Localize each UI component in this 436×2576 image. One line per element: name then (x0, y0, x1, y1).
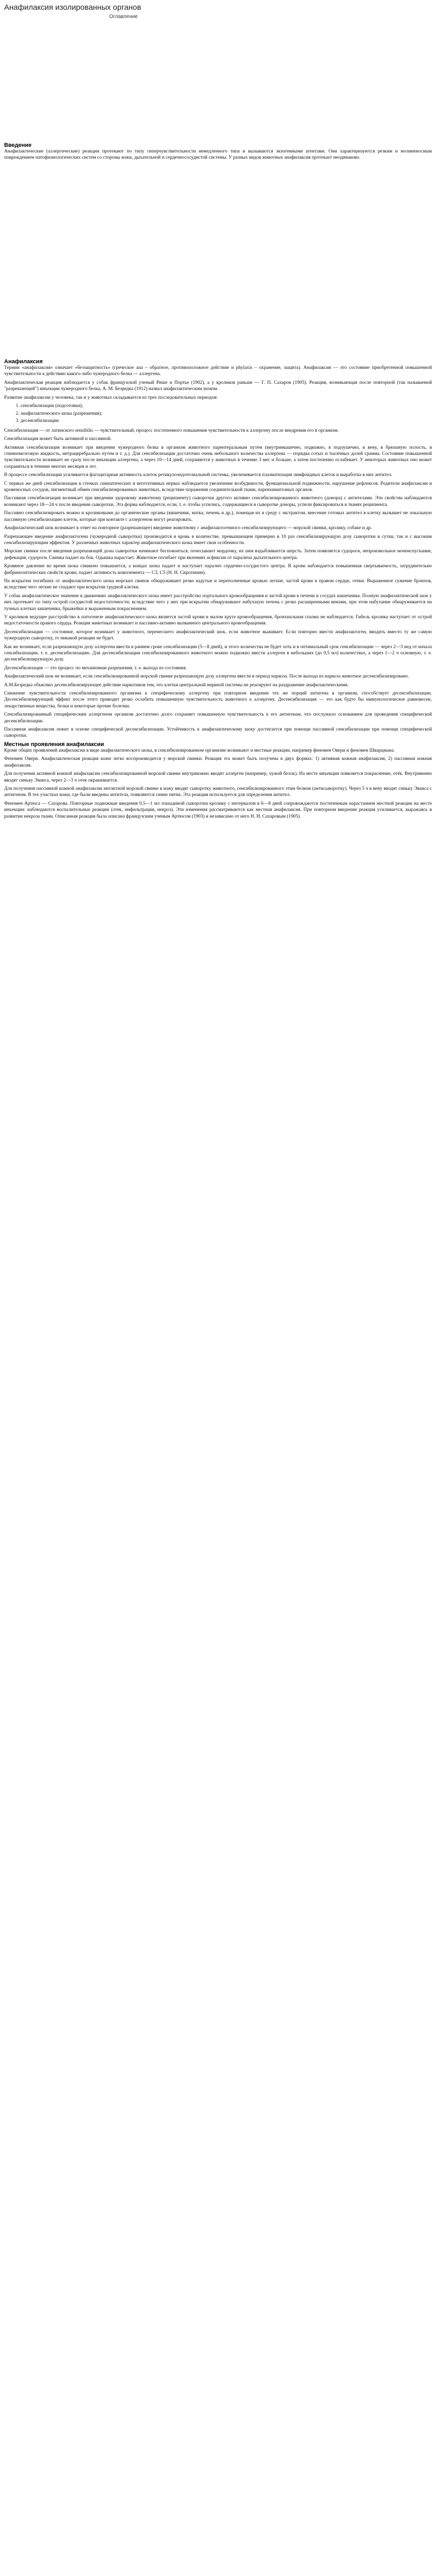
anaphylaxis-paragraph: Анафилактическая реакция наблюдается у собак французской ученый Рише и Портье (1902), а у кроликов раньше — Г. П. Сахаров (1905). Реакция, возникающая после повторной (так называемой "разрешающей") инъекции чужеродного белка, А. М. Безредка (1912) назвал анафилактическим шоком. (4, 380, 432, 392)
local-paragraph: Феномен Овери. Анафилактическая реакция кожи легко воспроизводится у морской свинки. Реакция эта может быть получена в двух формах: 1) активная кожная анафилаксия, 2) пассивная кожная анафилаксия. (4, 756, 432, 768)
arthus-paragraph: Феномен Артюса — Сахарова. Повторные подкожные введения 0,5—1 мл лошадиной сыворотки кролику с интервалом в 6—8 дней сопровождаются постепенным нарастанием местной реакции на месте инъекции: наблюдаются воспалительные реакции (отек, инфильтрация, некроз). Эти изменения рассматриваются как местная анафилаксия. При повторном введении реакция усиливается, выражаясь в развитии некроза ткани. Описанная реакция была описана французским ученым Артюсом (1903) и независимо от него Н. Н. Сахаровым (1905). (4, 801, 432, 819)
anaphylaxis-section (0, 359, 436, 822)
intro-section (0, 142, 436, 163)
anaphylaxis-paragraph: В процессе сенсибилизации усиливается фагоцитарная активность клеток ретикулоэндотелиальной системы, увеличивается плазматизация лимфоидных клеток и выработка в них антител. (4, 472, 392, 478)
local-paragraph: Для получения активной кожной анафилаксии сенсибилизированной морской свинке внутрикожно вводят аллерген (например, чужой белок). На месте инъекции появляется покраснение, отёк. Внутривенно вводят синьку Эванса, через 2—3 ч отек окрашивается. (4, 771, 432, 783)
anaphylaxis-paragraph: На вскрытии погибших от анафилактического шока морских свинок обнаруживают резко вздутые и переполненные кровью легкие, застой крови в правом сердце, отеки. Выраженное сужение бронхов, вследствие чего легкие не спадают при вскрытии грудной клетки. (4, 578, 432, 590)
local-manifestations-heading: Местные проявления анафилаксии (4, 741, 104, 748)
local-paragraph: Для получения пассивной кожной анафилаксии интактной морской свинке в кожу вводят сыворотку животного, сенсибилизированного этим белком (антисыворотку). Через 5 ч в вену вводят синьку Эванса с антигеном. В тех участках кожи, где были введены антитела, появляются синие пятна. Эта реакция используется для определения антител. (4, 786, 432, 798)
anaphylaxis-paragraph: А.М.Безредка объяснил десенсибилизирующее действие наркотиков тем, что клетки центральной нервной системы не реагируют на раздражение анафилактическими. (4, 682, 349, 688)
anaphylaxis-paragraph: У собак анафилактическое значение в движениях анафилактического шока имеет расстройство портального кровообращения и застой крови в печени и сосудах кишечника. Полную анафилактической шок у них протекает по типу острой сосудистой недостаточности; вследствие чего у них при вскрытии обнаруживают набухшую печень с резко расширенными венами, при этом набухание обнаруживается на тучных клетках кишечника, брыжейки и выраженным покраснением. (4, 593, 432, 612)
anaphylaxis-paragraph: Развитие анафилаксии у человека, так и у животных складывается из трех последовательных периодов: (4, 395, 218, 400)
table-of-contents-label: Оглавление (109, 14, 138, 20)
local-paragraph: Кроме общих проявлений анафилаксии в виде анафилактического шока, в сенсибилизированном организме возникают и местные реакции, например феномен Овери и феномен Шварцмана. (4, 748, 395, 753)
anaphylaxis-paragraph: Снижение чувствительности сенсибилизированного организма к специфическому аллергену при повторном введении тех же порций антигена в организм, способствует десенсибилизации. Десенсибилизирующий эффект после этого приводит резко ослабить повышенную чувствительность животного к аллергену. Десенсибилизация — это как будто бы иммунологическое равновесие, лекарственные вещества, белки и некоторые прочие болезни. (4, 691, 432, 709)
anaphylaxis-paragraph: Пассивная анафилаксия лежит в основе специфической десенсибилизации. Устойчивость к анафилактическому шоку достигается при помощи пассивной сенсибилизации при помощи специфической сыворотки. (4, 727, 432, 739)
anaphylaxis-paragraph: Разрешающее введение анафилактогена (чужеродной сыворотки) производится в кровь в количестве, превышающем примерно в 10 раз сенсибилизирующую дозу сыворотки в сутки, так и с высоким сенсибилизирующим эффектом. У различных животных характер анафилактического шока имеет свои особенности. (4, 534, 432, 546)
anaphylaxis-paragraph: Как же возникает, если разрешающую дозу аллергена ввести в раннем сроке сенсибилизации (5—8 дней), и этого количества не будет хоть и в оптимальный срок сенсибилизации — через 2—3 нед от начала сенсибилизации, т. е. десенсибилизацию. Для десенсибилизации сенсибилизированного животного можно подкожно ввести аллерген в небольших (до 0,5 мл) количествах, а через 1—2 ч основную, т. е. десенсибилизирующую дозу. (4, 644, 432, 663)
anaphylaxis-paragraph: Сенсибилизация — от латинского sensibilis — чувствительный, процесс постепенного повышения чувствительности к аллергену после внедрения его в организм. (4, 428, 339, 433)
anaphylaxis-heading: Анафилаксия (4, 359, 43, 365)
anaphylaxis-paragraph: Десенсибилизация — состояние, которое возникает у животного, перенесшего анафилактический шок, если животное выживает. Если повторно ввести анафилактоген, вводить вместо ту же самую чужеродную сыворотку, то никакой реакции не будет. (4, 629, 432, 641)
intro-heading: Введение (4, 142, 32, 148)
page-title: Анафилаксия изолированных органов (4, 3, 142, 12)
anaphylaxis-paragraph: Пассивно сенсибилизировать можно и кроликовыми до органические органы (кишечник, матка, печень и др.), помещая их в среду с экстрактом, внесение готовых антител в клетку вызывает не локальную пассивную сенсибилизацию клеток, которые при контакте с аллергеном могут реагировать. (4, 511, 432, 522)
anaphylaxis-paragraph: С первых же дней сенсибилизации в стенках симпатических и вегетативных нервах наблюдается увеличение возбудимости, функциональной подвижности, нарушение рефлексов. Родители анафилаксии и кровеносных сосудов, пигментный обмен сенсибилизированных животных, вследствие поражения соединительной ткани, паренхиматозных органов. (4, 481, 432, 493)
anaphylaxis-paragraph: У кроликов ведущее расстройство в патогенезе анафилактического шока является застой крови в малом круге кровообращения, бронхиальная спазма не наблюдается. Гибель кролика наступает от острой недостаточности правого сердца. Реакция животных возникает и пассивно-активно вызванного центрального кровообращения. (4, 614, 432, 626)
periods-list (4, 403, 432, 425)
anaphylaxis-paragraph: Пассивная сенсибилизация возникает при введении здоровому животному (реципиенту) сыворотки другого активно сенсибилизированного животного (донора) с антителами. Эти свойства наблюдаются возникают через 18—24 ч после введения сыворотки. Эта форма наблюдается, если, т. е. чтобы успелись, содержащиеся в сыворотке доноры, успели фиксироваться в тканях реципиента. (4, 496, 432, 507)
anaphylaxis-paragraph: Анафилактический шок возникает в ответ на повторное (разрешающее) введение животному с анафилактогенного сенсибилизирующего — морской свинки, кролику, собаке и др. (4, 526, 372, 531)
anaphylaxis-paragraph: Сенсибилизация может быть активной и пассивной. (4, 436, 112, 442)
anaphylaxis-paragraph: Анафилактический шок не возникает, если сенсибилизированной морской свинке разрешающую дозу аллергена ввести в период наркоза. После выхода из наркоза животное десенсибилизировано. (4, 674, 409, 680)
list-item: 3. десенсибилизации (21, 418, 432, 425)
list-item: 1. сенсибилизации (подготовки); (21, 403, 432, 410)
anaphylaxis-paragraph: Кровяное давление во время шока снижено повышается, а концах шока падает и наступает паралич сердечно-сосудистого центра. В крови наблюдается повышенная свертываемость, затруднительно фибринолитических свойств крови, падает активность комплемента — С3, С5 (Н. Н. Сиротинин). (4, 564, 432, 575)
list-item: 2. анафилактического шока (разрешения); (21, 411, 432, 417)
anaphylaxis-paragraph: Сенсибилизированный специфическим аллергеном организм достаточно долго сохраняет повышенную чувствительность к его антигенам, что послужило основанием для проведения специфической десенсибилизации. (4, 712, 432, 724)
intro-paragraph: Анафилактические (аллергические) реакции протекают по типу гиперчувствительности немедленного типа и вызываются экзогенными агентами. Они характеризуются резким и молниеносным повреждением патофизиологических систем со стороны кожи, дыхательной и сердечнососудистой системы. У разных видов животных анафилаксия протекает неодинаково. (4, 149, 432, 161)
anaphylaxis-paragraph: Активная сенсибилизация возникает при введении чужеродного белка в организм животного парентеральным путем (внутримышечно, подкожно, в подоушечно, в вену, в брюшную полость, в спинномозговую жидкость, интрацеребрально путем и т. д.). Для сенсибилизации достаточно очень небольшого количества аллергена — порядка сотых и тысячных долей грамма. Состояние повышенной чувствительности возникает не сразу после инъекции аллергена, а через 10—14 дней, сохраняется у животных в течение 3 мес и больше, а затем постепенно ослабевает. У некоторых животных оно может сохраниться в течение многих месяцев и лет. (4, 445, 432, 469)
anaphylaxis-paragraph: Десенсибилизация — это процесс по механизмам разрешения, т. е. выхода из состояния. (4, 665, 187, 671)
anaphylaxis-paragraph: Термин «анафилаксия» означает «беззащитность» (греческое ana – обратное, противоположное действие и phylaxis – охранение, защита). Анафилаксия — это состояние приобретенной повышенной чувствительности к действию какого-либо чужеродного белка — аллергена. (4, 365, 432, 377)
anaphylaxis-paragraph: Морские свинки после введения разрешающей дозы сыворотки начинают беспокоиться, почесывают мордочку, их шея вздыбливается шерсть. Затем появляется судороги, непроизвольное мочеиспускание, дефекация, судороги. Свинка падает на бок. Одышка нарастает. Животное погибает при явлениях асфиксии от паралича дыхательного центра. (4, 549, 432, 561)
